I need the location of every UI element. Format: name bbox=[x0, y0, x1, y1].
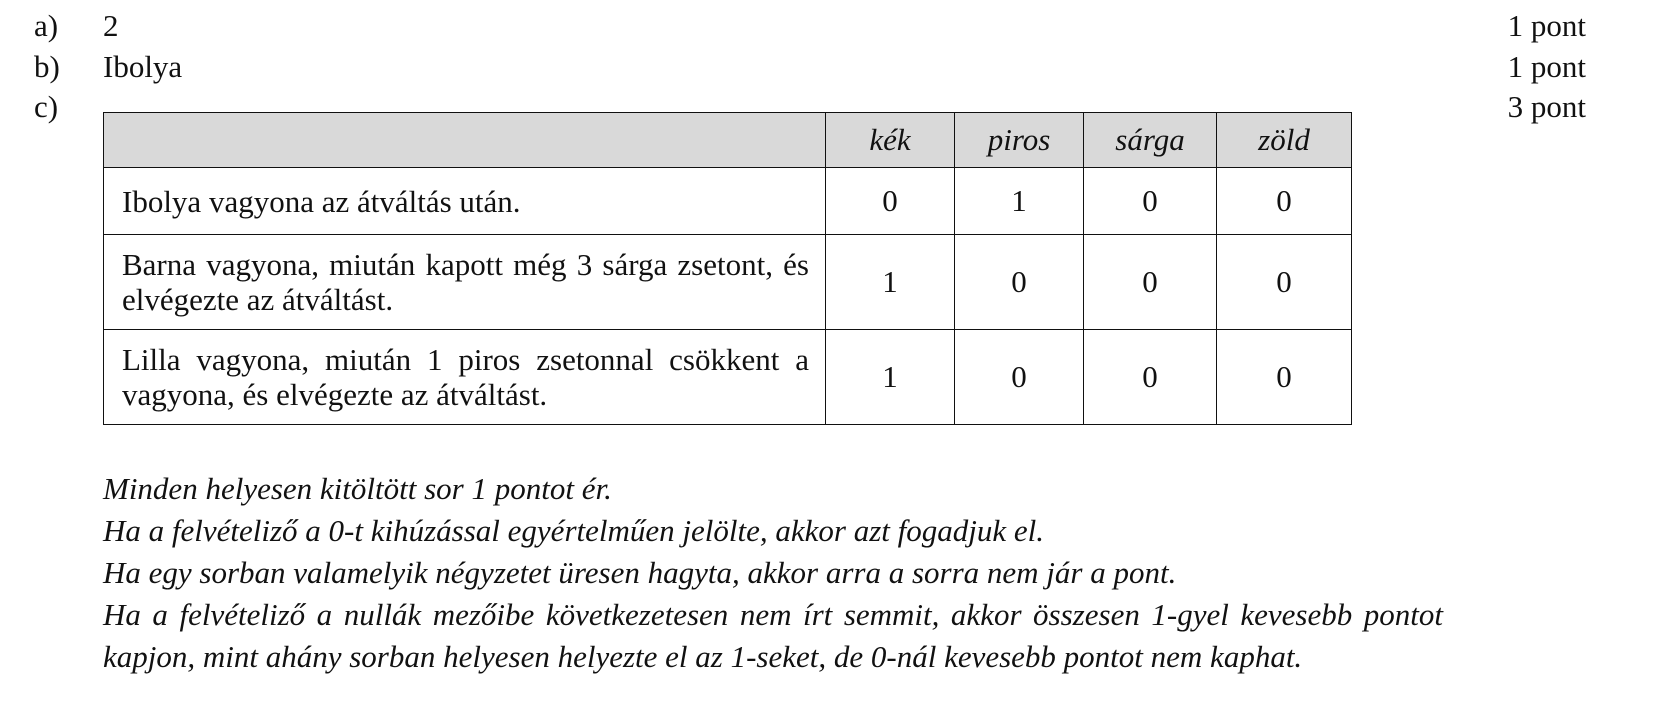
table-row bbox=[104, 330, 1352, 425]
table-header-row bbox=[104, 113, 1352, 168]
scoring-notes bbox=[103, 468, 1443, 678]
cell-value: 0 bbox=[1084, 168, 1217, 235]
cell-value: 0 bbox=[826, 168, 955, 235]
table-row bbox=[104, 235, 1352, 330]
note-line: Ha a felvételiző a 0-t kihúzással egyértelműen jelölte, akkor azt fogadjuk el. bbox=[103, 513, 1044, 548]
header-cell-empty bbox=[104, 113, 826, 168]
item-answer: Ibolya bbox=[103, 49, 183, 84]
cell-value: 0 bbox=[1217, 235, 1352, 330]
cell-value: 0 bbox=[1084, 330, 1217, 425]
cell-value: 0 bbox=[1084, 235, 1217, 330]
cell-value: 1 bbox=[955, 168, 1084, 235]
header-cell-zold: zöld bbox=[1217, 113, 1352, 168]
item-points: 1 pont bbox=[1507, 8, 1586, 43]
row-description: Ibolya vagyona az átváltás után. bbox=[104, 168, 826, 235]
cell-value: 1 bbox=[826, 330, 955, 425]
row-description: Lilla vagyona, miután 1 piros zsetonnal csökkent a vagyona, és elvégezte az átváltást. bbox=[104, 330, 826, 425]
row-description: Barna vagyona, miután kapott még 3 sárga zsetont, és elvégezte az átváltást. bbox=[104, 235, 826, 330]
item-b bbox=[0, 47, 1662, 87]
cell-value: 1 bbox=[826, 235, 955, 330]
item-a bbox=[0, 6, 1662, 46]
cell-value: 0 bbox=[1217, 168, 1352, 235]
item-letter: b) bbox=[34, 49, 60, 84]
note-line: Ha a felvételiző a nullák mezőibe következetesen nem írt semmit, akkor összesen 1-gyel kevesebb pontot kapjon, mint ahány sorban helyesen helyezte el az 1-seket, de 0-nál kevesebb pontot nem kaphat. bbox=[103, 597, 1443, 674]
answer-table bbox=[103, 112, 1352, 425]
item-answer: 2 bbox=[103, 8, 119, 43]
note-line: Ha egy sorban valamelyik négyzetet üresen hagyta, akkor arra a sorra nem jár a pont. bbox=[103, 555, 1177, 590]
item-letter: a) bbox=[34, 8, 59, 43]
cell-value: 0 bbox=[955, 330, 1084, 425]
cell-value: 0 bbox=[1217, 330, 1352, 425]
header-cell-kek: kék bbox=[826, 113, 955, 168]
item-points: 3 pont bbox=[1507, 89, 1586, 124]
header-cell-piros: piros bbox=[955, 113, 1084, 168]
header-cell-sarga: sárga bbox=[1084, 113, 1217, 168]
cell-value: 0 bbox=[955, 235, 1084, 330]
item-letter: c) bbox=[34, 89, 59, 124]
table-row bbox=[104, 168, 1352, 235]
note-line: Minden helyesen kitöltött sor 1 pontot ér. bbox=[103, 471, 612, 506]
item-points: 1 pont bbox=[1507, 49, 1586, 84]
